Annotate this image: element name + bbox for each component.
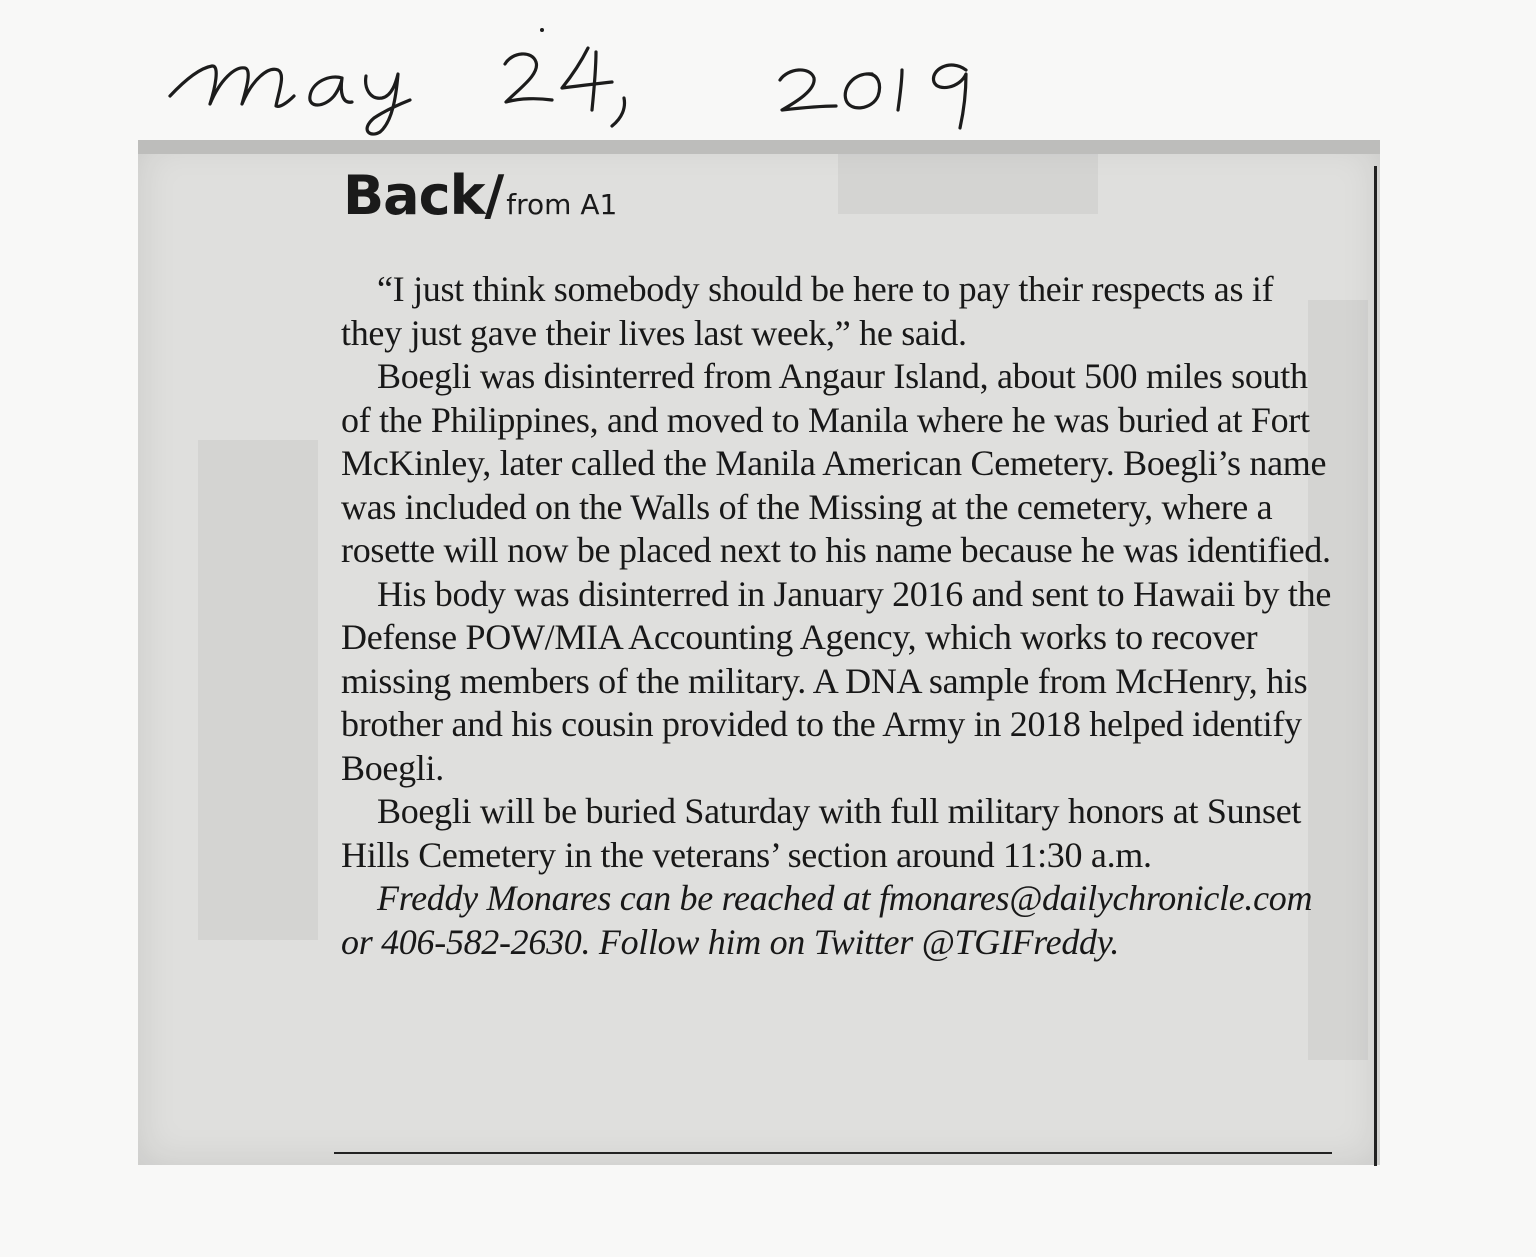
article-paragraph: His body was disinterred in January 2016 and sent to Hawaii by the Defense POW/MIA Accounting Agency, which works to recover missing members of the military. A DNA sample from McHenry, his brother and his cousin provided to the Army in 2018 helped identify Boegli. xyxy=(341,573,1332,788)
clipping-top-edge xyxy=(138,140,1380,154)
jump-headline xyxy=(343,164,617,227)
column-rule-right xyxy=(1374,166,1377,1166)
article-body xyxy=(341,268,1341,964)
handwritten-date-ink xyxy=(160,18,1020,138)
headline-jump-label: from A1 xyxy=(506,188,618,221)
newspaper-clipping xyxy=(138,140,1380,1165)
author-contact-byline: Freddy Monares can be reached at fmonares@dailychronicle.com or 406-582-2630. Follow him on Twitter @TGIFreddy. xyxy=(341,878,1313,962)
article-paragraph: Boegli was disinterred from Angaur Island, about 500 miles south of the Philippines, and moved to Manila where he was buried at Fort McKinley, later called the Manila American Cemetery. Boegli’s name was included on the Walls of the Missing at the cemetery, where a rosette will now be placed next to his name because he was identified. xyxy=(341,356,1331,570)
bleed-through-shadow xyxy=(198,440,318,940)
handwritten-date xyxy=(160,18,1020,138)
headline-main: Back xyxy=(343,164,485,227)
column-rule-bottom xyxy=(334,1152,1332,1154)
bleed-through-shadow xyxy=(838,154,1098,214)
article-paragraph: “I just think somebody should be here to pay their respects as if they just gave their lives last week,” he said. xyxy=(341,269,1274,353)
article-paragraph: Boegli will be buried Saturday with full military honors at Sunset Hills Cemetery in the veterans’ section around 11:30 a.m. xyxy=(341,791,1302,875)
headline-slash: / xyxy=(484,164,505,227)
